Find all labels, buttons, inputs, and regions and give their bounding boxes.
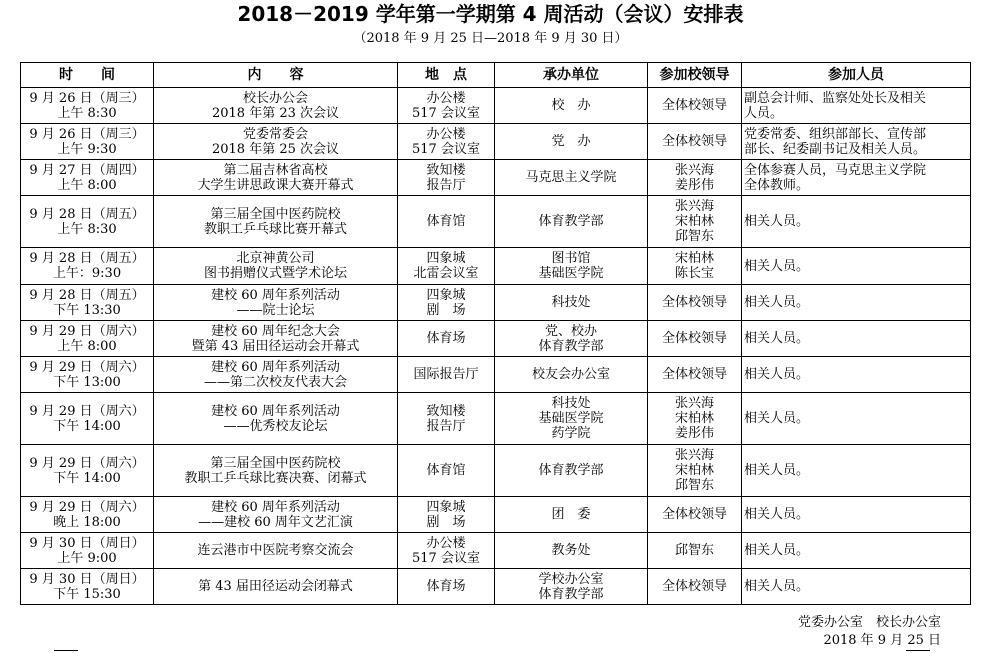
header-place: 地 点	[398, 63, 495, 88]
cell-host	[495, 393, 648, 445]
schedule-rows	[21, 88, 971, 605]
table-row	[21, 357, 971, 393]
cell-leaders	[648, 569, 742, 605]
cell-time-line: 上午 8:00	[57, 177, 117, 193]
cell-host	[495, 321, 648, 357]
header-time: 时 间	[21, 63, 154, 88]
cell-host-line: 党、校办	[544, 323, 597, 339]
cell-place-line: 报告厅	[426, 418, 466, 434]
cell-time-line: 9 月 29 日（周六）	[29, 359, 145, 375]
cell-time	[21, 248, 154, 285]
cell-leaders	[648, 88, 742, 124]
cell-content-line: 图书捐赠仪式暨学术论坛	[203, 266, 347, 281]
table-row	[21, 569, 971, 605]
cell-leaders-line: 张兴海	[674, 448, 714, 463]
cell-people-line: 相关人员。	[744, 579, 810, 594]
cell-time-line: 晚上 18:00	[53, 514, 121, 530]
cell-people	[742, 321, 971, 357]
cell-people-line: 相关人员。	[744, 214, 810, 229]
table-row	[21, 497, 971, 533]
cell-place-line: 体育场	[426, 331, 466, 346]
cell-content	[154, 445, 398, 497]
cell-place-line: 致知楼	[426, 162, 466, 178]
cell-content	[154, 196, 398, 248]
cell-content	[154, 497, 398, 533]
cell-place	[398, 497, 495, 533]
cell-time-line: 下午 15:30	[53, 586, 121, 602]
cell-content-line: 建校 60 周年系列活动	[211, 403, 340, 419]
cell-place-line: 致知楼	[426, 403, 466, 419]
cell-time	[21, 569, 154, 605]
cell-people-line: 相关人员。	[744, 258, 810, 274]
cell-content-line: ——建校 60 周年文艺汇演	[198, 514, 353, 530]
cell-host-line: 体育教学部	[538, 586, 604, 602]
cell-place-line: 办公楼	[426, 90, 466, 106]
cell-host-line: 基础医学院	[538, 266, 604, 281]
cell-place	[398, 445, 495, 497]
cell-content-line: 建校 60 周年系列活动	[211, 359, 340, 375]
cell-content	[154, 569, 398, 605]
cell-content-line: 党委常委会	[242, 126, 308, 142]
cell-leaders	[648, 533, 742, 569]
cell-time-line: 下午 14:00	[53, 470, 121, 486]
cell-time	[21, 445, 154, 497]
header-leaders: 参加校领导	[648, 63, 742, 88]
cell-time-line: 上午 8:30	[57, 105, 117, 121]
cell-content-line: 大学生讲思政课大赛开幕式	[197, 177, 354, 193]
cell-people-line: 相关人员。	[744, 463, 810, 478]
cell-leaders	[648, 160, 742, 196]
cell-host-line: 科技处	[551, 396, 591, 411]
cell-time-line: 9 月 29 日（周六）	[29, 455, 145, 471]
cell-place	[398, 321, 495, 357]
cell-content-line: 建校 60 周年纪念大会	[211, 323, 340, 339]
cell-time-line: 9 月 28 日（周五）	[29, 206, 145, 222]
cell-people-line: 相关人员。	[744, 295, 810, 310]
cell-host-line: 团 委	[551, 507, 591, 522]
cell-content-line: 第二届吉林省高校	[223, 162, 328, 178]
cell-time	[21, 124, 154, 160]
cell-place-line: 517 会议室	[412, 141, 480, 157]
cell-people-line: 党委常委、组织部部长、宣传部	[744, 126, 927, 142]
cell-place-line: 四象城	[426, 499, 466, 515]
cell-host-line: 党 办	[551, 134, 591, 149]
cell-time	[21, 285, 154, 321]
cell-leaders-line: 全体校领导	[661, 331, 727, 346]
cell-time-line: 9 月 29 日（周六）	[29, 403, 145, 419]
cell-content-line: 2018 年第 25 次会议	[211, 141, 340, 157]
cell-host	[495, 196, 648, 248]
table-row	[21, 533, 971, 569]
cell-leaders	[648, 393, 742, 445]
cell-content-line: 教职工乒乓球比赛决赛、闭幕式	[184, 470, 367, 486]
cell-leaders-line: 全体校领导	[661, 579, 727, 594]
cell-leaders	[648, 497, 742, 533]
cell-leaders-line: 全体校领导	[661, 507, 727, 522]
cell-host	[495, 285, 648, 321]
cell-leaders-line: 宋柏林	[674, 463, 714, 478]
cell-people-line: 全体教师。	[744, 177, 810, 193]
cell-place-line: 剧 场	[426, 302, 466, 318]
cell-leaders	[648, 196, 742, 248]
cell-place	[398, 88, 495, 124]
cell-host	[495, 569, 648, 605]
cell-place-line: 517 会议室	[412, 105, 480, 121]
cell-time-line: 上午 8:00	[57, 338, 117, 354]
cell-leaders-line: 张兴海	[674, 162, 714, 178]
cell-place	[398, 124, 495, 160]
cell-time	[21, 321, 154, 357]
cell-people	[742, 497, 971, 533]
table-row	[21, 248, 971, 285]
cell-place-line: 四象城	[426, 251, 466, 266]
cell-host	[495, 445, 648, 497]
cell-content	[154, 285, 398, 321]
cell-people	[742, 160, 971, 196]
cell-leaders-line: 全体校领导	[661, 134, 727, 149]
cell-time-line: 9 月 26 日（周三）	[29, 90, 145, 106]
cell-time-line: 9 月 28 日（周五）	[29, 251, 145, 266]
cell-time-line: 下午 13:30	[53, 302, 121, 318]
cell-place	[398, 285, 495, 321]
cell-content-line: 第 43 届田径运动会闭幕式	[198, 579, 353, 594]
cell-leaders	[648, 248, 742, 285]
cell-place-line: 国际报告厅	[413, 367, 479, 382]
cell-time-line: 下午 14:00	[53, 418, 121, 434]
cell-people	[742, 88, 971, 124]
cell-time	[21, 533, 154, 569]
date-range-subtitle: （2018 年 9 月 25 日—2018 年 9 月 30 日）	[353, 31, 628, 46]
document-title: 2018－2019 学年第一学期第 4 周活动（会议）安排表	[237, 2, 744, 26]
cell-content-line: ——优秀校友论坛	[223, 418, 328, 434]
table-row	[21, 124, 971, 160]
cell-place-line: 办公楼	[426, 126, 466, 142]
cell-content-line: 校长办公会	[242, 90, 308, 106]
cell-content	[154, 393, 398, 445]
cell-leaders	[648, 321, 742, 357]
cell-people	[742, 393, 971, 445]
footer-issuer: 党委办公室 校长办公室	[797, 615, 941, 630]
footer	[798, 614, 941, 650]
cell-leaders-line: 全体校领导	[661, 98, 727, 113]
cell-leaders-line: 姜彤伟	[674, 426, 714, 441]
cell-host-line: 体育教学部	[538, 338, 604, 354]
cell-leaders-line: 全体校领导	[661, 367, 727, 382]
cell-place-line: 报告厅	[426, 177, 466, 193]
cell-content-line: 连云港市中医院考察交流会	[197, 543, 354, 558]
footer-rule-left	[54, 650, 78, 651]
cell-time-line: 下午 13:00	[53, 374, 121, 390]
cell-content-line: ——院士论坛	[236, 302, 315, 318]
cell-host	[495, 160, 648, 196]
cell-host-line: 图书馆	[551, 251, 591, 266]
cell-leaders-line: 张兴海	[674, 199, 714, 214]
cell-leaders	[648, 124, 742, 160]
cell-host	[495, 357, 648, 393]
cell-content	[154, 124, 398, 160]
cell-time-line: 9 月 29 日（周六）	[29, 323, 145, 339]
cell-people-line: 副总会计师、监察处处长及相关	[744, 90, 927, 106]
cell-leaders	[648, 357, 742, 393]
cell-place-line: 517 会议室	[412, 550, 480, 566]
cell-content	[154, 533, 398, 569]
schedule-table	[20, 62, 971, 605]
cell-place	[398, 196, 495, 248]
cell-people-line: 相关人员。	[744, 331, 810, 346]
cell-host-line: 学校办公室	[538, 571, 604, 587]
cell-host	[495, 124, 648, 160]
cell-time	[21, 357, 154, 393]
cell-people	[742, 248, 971, 285]
table-row	[21, 88, 971, 124]
cell-time-line: 上午 8:30	[57, 221, 117, 237]
cell-people	[742, 533, 971, 569]
cell-place	[398, 160, 495, 196]
cell-time	[21, 497, 154, 533]
header-content: 内 容	[154, 63, 398, 88]
cell-leaders-line: 姜彤伟	[674, 177, 714, 193]
cell-time-line: 9 月 30 日（周日）	[29, 571, 145, 587]
table-row	[21, 285, 971, 321]
cell-leaders	[648, 445, 742, 497]
table-row	[21, 160, 971, 196]
cell-place-line: 北雷会议室	[413, 266, 479, 281]
cell-host	[495, 497, 648, 533]
header-people: 参加人员	[742, 63, 971, 88]
cell-content-line: 教职工乒乓球比赛开幕式	[203, 221, 347, 237]
cell-content-line: 建校 60 周年系列活动	[211, 287, 340, 303]
cell-leaders-line: 邱智东	[674, 478, 714, 493]
cell-content-line: 建校 60 周年系列活动	[211, 499, 340, 515]
cell-place	[398, 393, 495, 445]
cell-time-line: 9 月 27 日（周四）	[29, 162, 145, 178]
cell-content	[154, 88, 398, 124]
footer-date: 2018 年 9 月 25 日	[823, 633, 941, 648]
header-host: 承办单位	[495, 63, 648, 88]
cell-people	[742, 357, 971, 393]
cell-people	[742, 445, 971, 497]
cell-place-line: 四象城	[426, 287, 466, 303]
table-row	[21, 445, 971, 497]
cell-place	[398, 357, 495, 393]
cell-place-line: 体育场	[426, 579, 466, 594]
cell-people-line: 相关人员。	[744, 507, 810, 522]
cell-host-line: 体育教学部	[538, 214, 604, 229]
cell-host-line: 马克思主义学院	[525, 170, 617, 185]
cell-time-line: 9 月 26 日（周三）	[29, 126, 145, 142]
cell-host-line: 教务处	[551, 543, 591, 558]
table-row	[21, 321, 971, 357]
cell-content-line: 第三届全国中医药院校	[210, 206, 341, 222]
cell-time-line: 9 月 28 日（周五）	[29, 287, 145, 303]
cell-host	[495, 248, 648, 285]
cell-people-line: 人员。	[744, 105, 784, 121]
cell-time	[21, 393, 154, 445]
cell-place-line: 剧 场	[426, 514, 466, 530]
cell-people-line: 相关人员。	[744, 367, 810, 382]
cell-host	[495, 533, 648, 569]
cell-place-line: 体育馆	[426, 214, 466, 229]
cell-content	[154, 357, 398, 393]
cell-host-line: 校友会办公室	[531, 367, 610, 382]
cell-leaders-line: 邱智东	[674, 229, 714, 244]
cell-leaders-line: 邱智东	[674, 543, 714, 558]
cell-place-line: 办公楼	[426, 535, 466, 551]
table-row	[21, 393, 971, 445]
cell-leaders-line: 陈长宝	[674, 266, 714, 281]
cell-host-line: 基础医学院	[538, 411, 604, 426]
cell-people-line: 部长、纪委副书记及相关人员。	[744, 141, 927, 157]
cell-leaders-line: 全体校领导	[661, 295, 727, 310]
cell-people	[742, 285, 971, 321]
cell-people	[742, 196, 971, 248]
cell-host-line: 体育教学部	[538, 463, 604, 478]
cell-content-line: ——第二次校友代表大会	[203, 374, 347, 390]
cell-leaders-line: 宋柏林	[674, 251, 714, 266]
cell-place	[398, 569, 495, 605]
cell-content	[154, 321, 398, 357]
cell-time	[21, 196, 154, 248]
cell-host-line: 科技处	[551, 295, 591, 310]
cell-leaders-line: 宋柏林	[674, 411, 714, 426]
cell-time	[21, 160, 154, 196]
cell-content-line: 北京神黄公司	[236, 251, 315, 266]
cell-people	[742, 124, 971, 160]
cell-leaders-line: 张兴海	[674, 396, 714, 411]
cell-time-line: 上午：9:30	[52, 266, 122, 281]
cell-host-line: 校 办	[551, 98, 591, 113]
cell-place	[398, 248, 495, 285]
cell-people-line: 全体参赛人员，马克思主义学院	[744, 162, 927, 178]
cell-time-line: 9 月 30 日（周日）	[29, 535, 145, 551]
cell-time-line: 9 月 29 日（周六）	[29, 499, 145, 515]
cell-leaders	[648, 285, 742, 321]
cell-content-line: 第三届全国中医药院校	[210, 455, 341, 471]
cell-content-line: 暨第 43 届田径运动会开幕式	[191, 338, 360, 354]
footer-rule-right	[906, 650, 930, 651]
cell-people-line: 相关人员。	[744, 543, 810, 558]
cell-people-line: 相关人员。	[744, 411, 810, 426]
cell-time	[21, 88, 154, 124]
cell-leaders-line: 宋柏林	[674, 214, 714, 229]
cell-place	[398, 533, 495, 569]
cell-time-line: 上午 9:30	[57, 141, 117, 157]
cell-content	[154, 248, 398, 285]
cell-content	[154, 160, 398, 196]
cell-host-line: 药学院	[551, 426, 591, 441]
table-header-row	[21, 63, 971, 88]
table-row	[21, 196, 971, 248]
cell-place-line: 体育馆	[426, 463, 466, 478]
cell-host	[495, 88, 648, 124]
cell-time-line: 上午 9:00	[57, 550, 117, 566]
cell-people	[742, 569, 971, 605]
cell-content-line: 2018 年第 23 次会议	[211, 105, 340, 121]
